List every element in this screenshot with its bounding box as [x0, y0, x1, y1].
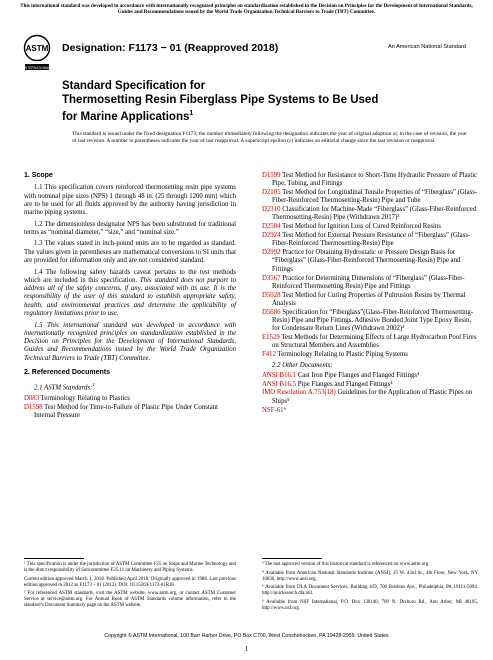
reference-item: D5686 Specification for “Fiberglass”(Glass-Fiber-Reinforced Thermosetting-Resin) Pipe and Pipe Fittings, Adhesive Bonded Joint Type Epoxy Resin, for Condensate Return Lines (Withdrawn 2002)³: [262, 308, 474, 333]
svg-text:ASTM: ASTM: [25, 44, 49, 53]
footnote: ⁵ Available from DLA Document Services, Building 4/D, 700 Robbins Ave., Philadelphia, PA 19111-5094, http://quicksearch.dla.mil.: [262, 585, 478, 596]
reference-item: ANSI B16.1 Cast Iron Pipe Flanges and Flanged Fittings⁴: [262, 371, 420, 379]
standard-note: This standard is issued under the fixed designation F1173; the number immediately following the designation indicates the year of original adoption or, in the case of revision, the year of last revision. A number in parentheses indicates the year of last reapproval. A superscript epsilon (ε) indicates an editorial change since the last revision or reapproval.: [72, 131, 467, 144]
document-title: [62, 79, 482, 124]
reference-link[interactable]: ANSI B16.5: [262, 380, 296, 388]
footnote: ² For referenced ASTM standards, visit the ASTM website, www.astm.org, or contact ASTM Customer Service at service@astm.org. For Annual Book of ASTM Standards volume information, refer to the standard’s Document Summary page on the ASTM website.: [24, 591, 236, 608]
reference-item: NSF-61⁶: [262, 406, 286, 414]
reference-item: D5028 Test Method for Curing Properties of Pultrusion Resins by Thermal Analysis: [262, 291, 466, 307]
title-line-1: Standard Specification for: [62, 80, 206, 92]
reference-item: D3567 Practice for Determining Dimensions of “Fiberglass” (Glass-Fiber-Reinforced Thermosetting Resin) Pipe and Fittings: [262, 274, 465, 290]
title-line-2: Thermosetting Resin Fiberglass Pipe Systems to Be Used: [62, 94, 379, 106]
right-column: [262, 172, 478, 415]
reference-item: D883 Terminology Relating to Plastics: [24, 394, 130, 402]
reference-item: D2924 Test Method for External Pressure Resistance of “Fiberglass” (Glass-Fiber-Reinforced Thermosetting-Resin) Pipe: [262, 232, 471, 248]
reference-link[interactable]: D5686: [262, 308, 281, 316]
designation: Designation: F1173 − 01 (Reapproved 2018): [62, 42, 279, 54]
reference-link[interactable]: D5028: [262, 291, 281, 299]
reference-link[interactable]: D2584: [262, 223, 281, 231]
reference-link[interactable]: F412: [262, 351, 276, 359]
right-ref-list: [262, 172, 478, 360]
reference-link[interactable]: D2924: [262, 232, 281, 240]
scope-1-2: 1.2 The dimensionless designator NPS has been substituted for traditional terms as “nominal diameter,” “size,” and “nominal size.”: [24, 220, 236, 236]
copyright-footer: Copyright © ASTM International, 100 Barr Harbor Drive, PO Box C700, West Conshohocken, PA 19428-2959. United States: [104, 633, 389, 639]
reference-item: D1599 Test Method for Resistance to Short-Time Hydraulic Pressure of Plastic Pipe, Tubing, and Fittings: [262, 172, 478, 188]
title-line-3: for Marine Applications$^1$: [62, 110, 194, 123]
reference-link[interactable]: NSF-61: [262, 406, 284, 414]
footnote-divider: [262, 558, 322, 559]
reference-link[interactable]: D3567: [262, 274, 281, 282]
right-footnotes: [262, 562, 478, 614]
reference-link[interactable]: E1529: [262, 334, 280, 342]
footnote-divider: [24, 558, 84, 559]
scope-heading: 1. Scope: [24, 172, 53, 179]
left-footnotes: [24, 562, 236, 612]
scope-1-5: 1.5 This international standard was developed in accordance with internationally recognized principles on standardization established in the Decision on Principles for the Development of International Standards, Guides and Recommendations issued by the World Trade Organization Technical Barriers to Trade (TBT) Committee.: [24, 321, 236, 362]
left-column: [24, 172, 236, 421]
reference-link[interactable]: D2105: [262, 189, 281, 197]
reference-link[interactable]: ANSI B16.1: [262, 371, 296, 379]
wto-notice: This international standard was developed in accordance with internationally recognized principles on standardization established in the Decision on Principles for the Development of International Standards, Guides and Recommendations issued by the World Trade Organization Technical Barriers to Trade (TBT) Committee.: [20, 3, 473, 16]
referenced-documents-heading: 2. Referenced Documents: [24, 368, 110, 376]
footnote: ⁴ Available from American National Standards Institute (ANSI), 25 W. 43rd St., 4th Floor, New York, NY 10036, http://www.ansi.org.: [262, 570, 478, 582]
reference-link[interactable]: D2992: [262, 249, 281, 257]
reference-item: F412 Terminology Relating to Plastic Piping Systems: [262, 351, 408, 359]
left-ref-list: [24, 395, 236, 420]
reference-item: IMO Resolution A.753(18) Guidelines for the Application of Plastic Pipes on Ships⁵: [262, 389, 473, 405]
reference-link[interactable]: IMO Resolution A.753(18): [262, 389, 336, 397]
scope-1-4: 1.4 The following safety hazards caveat pertains to the test methods which are included in this specification. This standard does not purport to address all of the safety concerns, if any, associated with its use. It is the responsibility of the user of this standard to establish appropriate safety, health, and environmental practices and determine the applicability of regulatory limitations prior to use.: [24, 268, 236, 318]
footnote: ⁶ Available from NSF International, P.O. Box 130140, 789 N. Dixboro Rd., Ann Arbor, MI 48105, http://www.nsf.org.: [262, 599, 478, 611]
page-number: 1: [244, 645, 249, 653]
reference-item: D2105 Test Method for Longitudinal Tensile Properties of “Fiberglass” (Glass-Fiber-Reinforced Thermosetting-Resin) Pipe and Tube: [262, 189, 478, 205]
reference-item: D2584 Test Method for Ignition Loss of Cured Reinforced Resins: [262, 223, 441, 231]
reference-link[interactable]: D1599: [262, 172, 281, 179]
footnote: ¹ This specification is under the jurisdiction of ASTM Committee F25 on Ships and Marine Technology and is the direct responsibility of Subcommittee F25.11 on Machinery and Piping Systems.: [24, 562, 236, 573]
other-documents-label: 2.2 Other Documents:: [272, 361, 333, 369]
astm-logo: [23, 34, 51, 72]
reference-link[interactable]: D1598: [24, 403, 43, 411]
reference-item: D2992 Practice for Obtaining Hydrostatic or Pressure Design Basis for “Fiberglass” (Glass-Fiber-Reinforced Thermosetting-Resin) Pipe and Fittings: [262, 249, 461, 273]
reference-item: E1529 Test Methods for Determining Effects of Large Hydrocarbon Pool Fires on Structural Members and Assemblies: [262, 334, 477, 350]
scope-1-1: 1.1 This specification covers reinforced thermosetting resin pipe systems with nominal pipe sizes (NPS) 1 through 48 in. (25 through 1200 mm) which are to be used for all fluids approved by the authority having jurisdiction in marine piping systems.: [24, 184, 236, 217]
footnote: ³ The last approved version of this historical standard is referenced on www.astm.org.: [262, 562, 430, 567]
scope-1-3: 1.3 The values stated in inch-pound units are to be regarded as standard. The values given in parentheses are mathematical conversions to SI units that are provided for information only and are not considered standard.: [24, 240, 236, 265]
svg-text:INTERNATIONAL: INTERNATIONAL: [23, 65, 51, 70]
reference-item: D2310 Classification for Machine-Made “Fiberglass” (Glass-Fiber-Reinforced Thermosetting-Resin) Pipe (Withdrawn 2017)³: [262, 206, 476, 222]
reference-item: ANSI B16.5 Pipe Flanges and Flanged Fittings⁴: [262, 380, 393, 388]
footnote: Current edition approved March 1, 2018. Published April 2018. Originally approved in 1988. Last previous edition approved in 2012 as F1173 – 01 (2012). DOI: 10.1520/F1173-01R18.: [24, 576, 236, 588]
american-national-standard-label: An American National Standard: [387, 44, 466, 50]
other-ref-list: [262, 372, 478, 415]
reference-link[interactable]: D883: [24, 394, 40, 402]
astm-standards-label: 2.1 ASTM Standards:$^2$: [34, 382, 95, 392]
reference-item: D1598 Test Method for Time-to-Failure of Plastic Pipe Under Constant Internal Pressure: [24, 403, 219, 419]
reference-link[interactable]: D2310: [262, 206, 281, 214]
